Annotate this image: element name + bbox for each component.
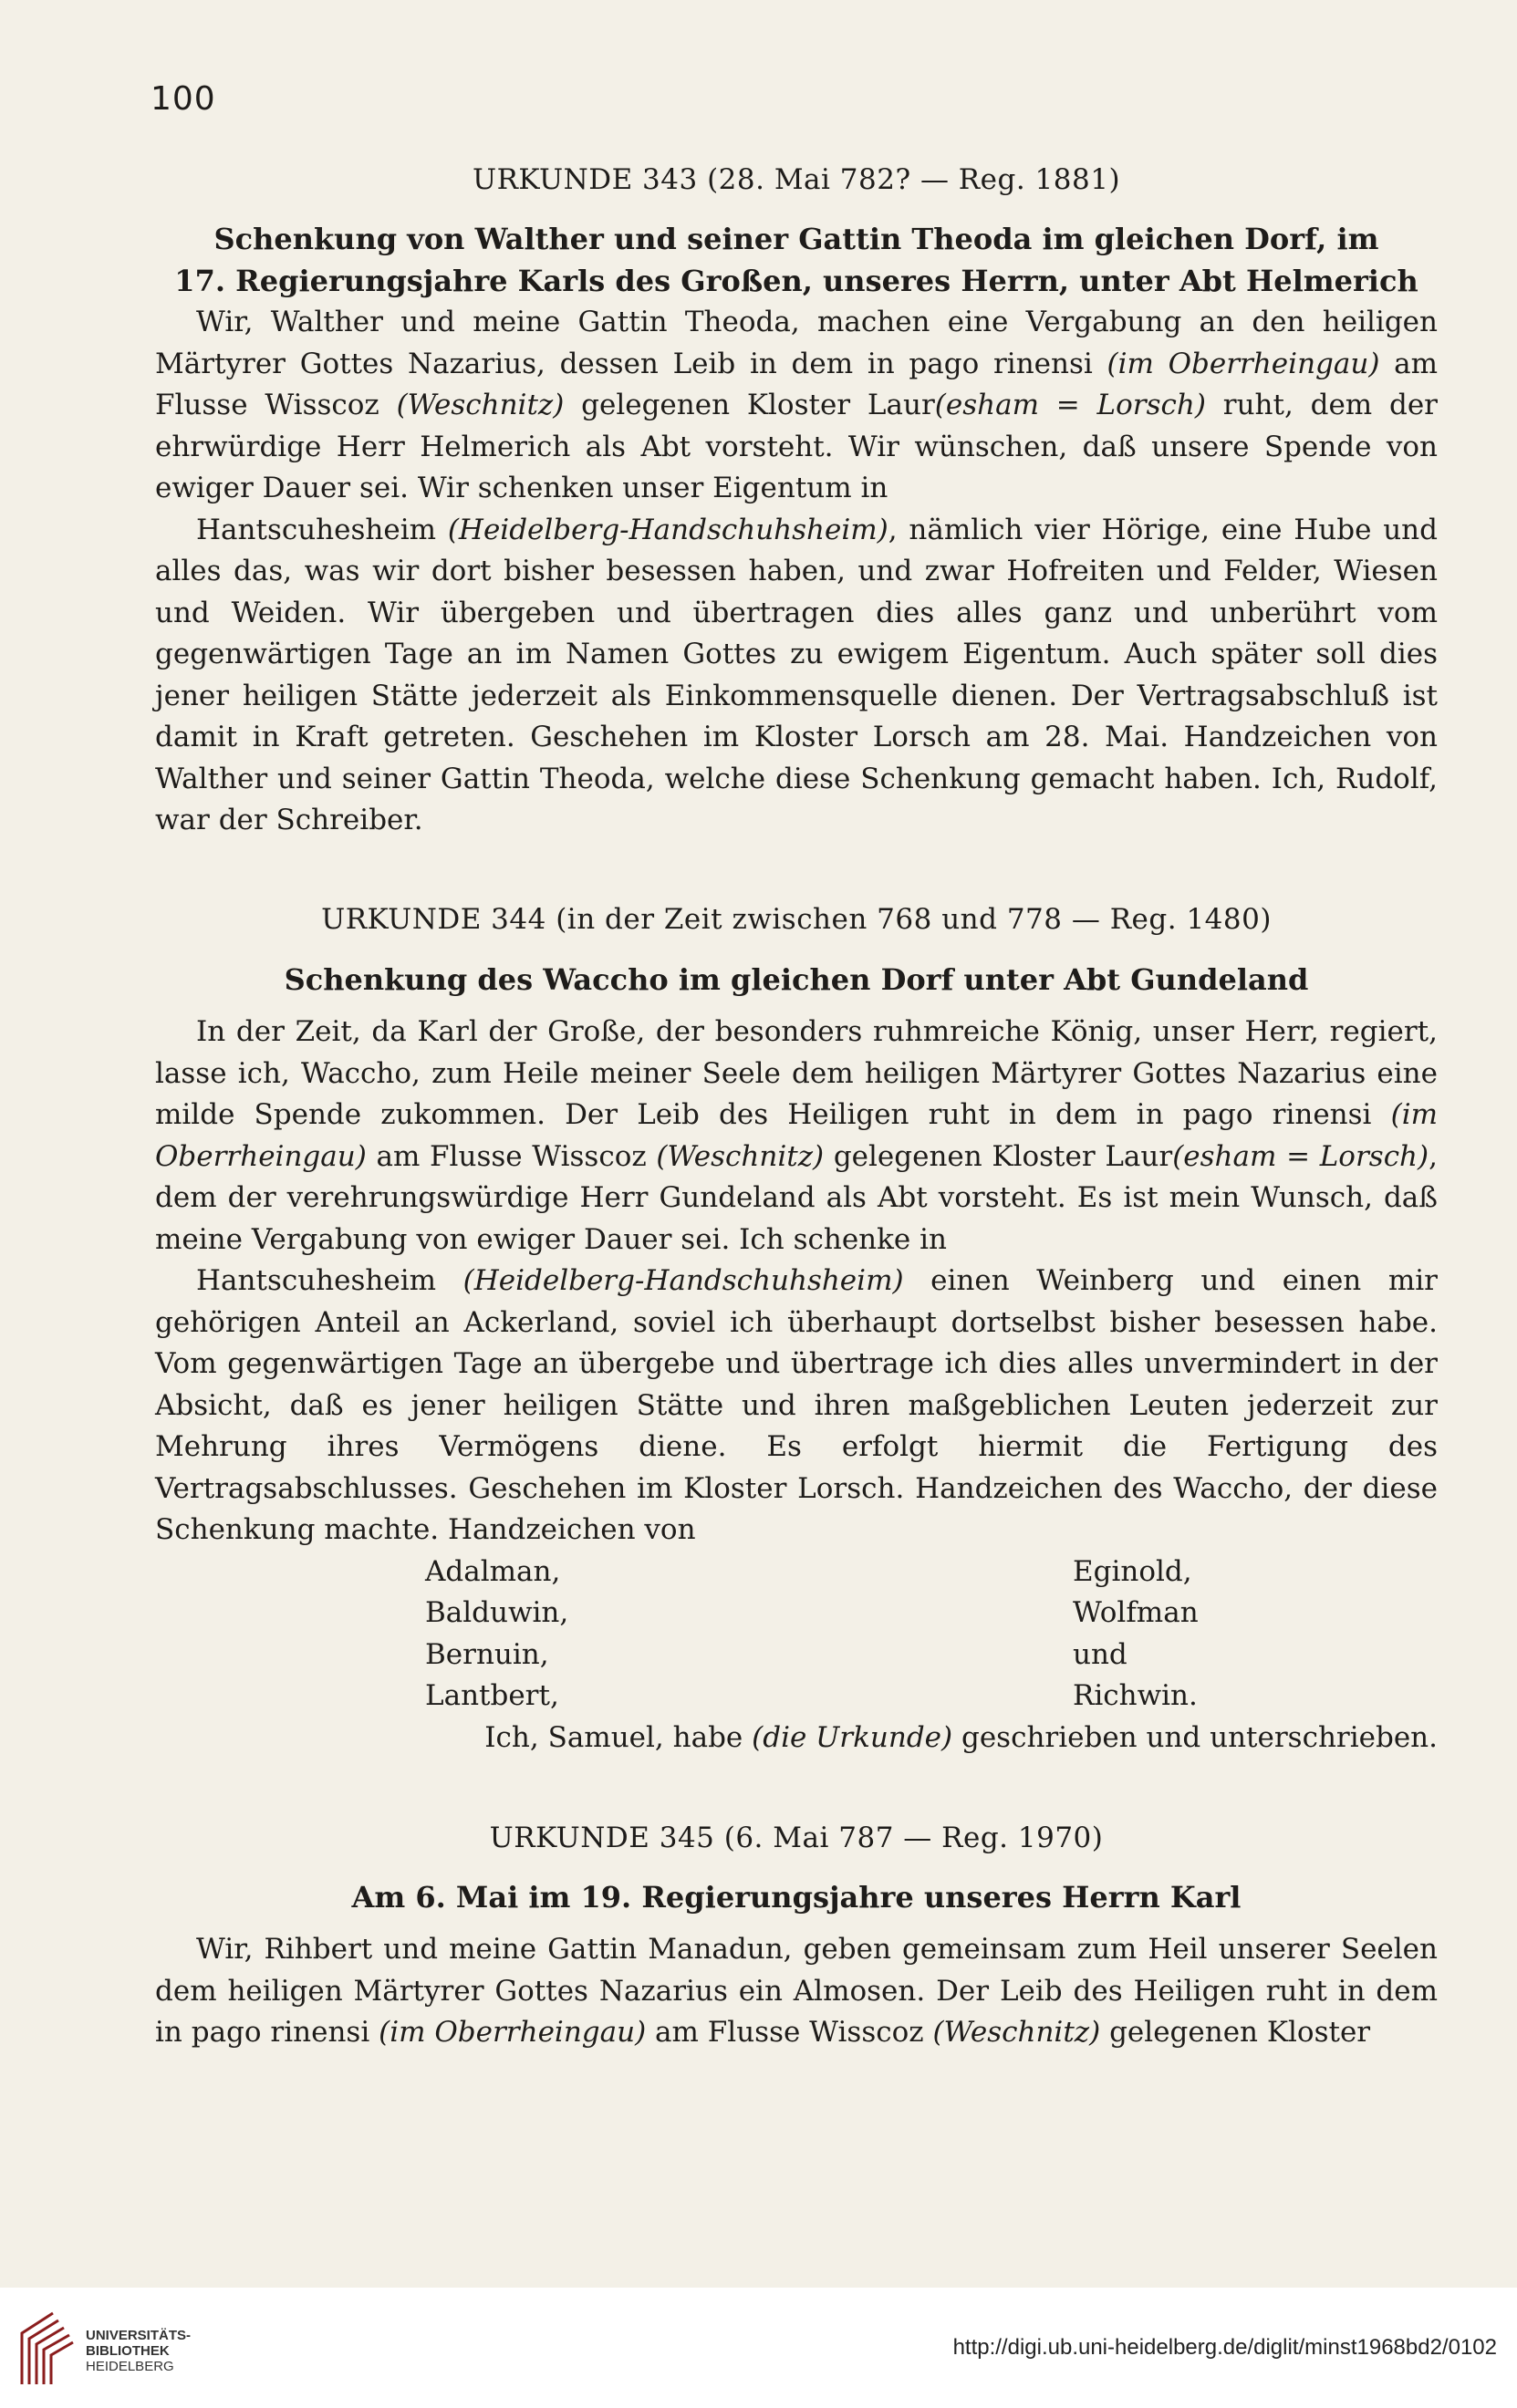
document-343 [155,159,1438,842]
library-logo-icon [16,2308,77,2388]
witness-name: Richwin. [1073,1679,1198,1712]
witness-column-left [425,1552,568,1718]
library-footer [0,2288,1517,2408]
doc-344-scribe-signature: Ich, Samuel, habe (die Urkunde) geschrieben und unterschrieben. [484,1720,1438,1754]
library-name-line: HEIDELBERG [86,2359,174,2374]
doc-344-title: Schenkung des Waccho im gleichen Dorf unter Abt Gundeland [284,962,1309,997]
doc-343-heading: URKUNDE 343 (28. Mai 782? — Reg. 1881) [472,163,1121,196]
source-url-link[interactable]: http://digi.ub.uni-heidelberg.de/diglit/minst1968bd2/0102 [952,2335,1497,2360]
doc-343-title-line-1: Schenkung von Walther und seiner Gattin Theoda im gleichen Dorf, im [213,222,1379,256]
doc-343-paragraph-1: Wir, Walther und meine Gattin Theoda, machen eine Vergabung an den heiligen Märtyrer Gottes Nazarius, dessen Leib in dem in pago rinensi (im Oberrheingau) am Flusse Wisscoz (Weschnitz) gelegenen Kloster Laur(esham = Lorsch) ruht, dem der ehrwürdige Herr Helmerich als Abt vorsteht. Wir wünschen, daß unsere Spende von ewiger Dauer sei. Wir schenken unser Eigentum in [155,306,1439,504]
witness-name: und [1073,1637,1127,1671]
witness-name: Wolfman [1073,1596,1199,1629]
page-number: 100 [151,80,216,118]
witness-name: Bernuin, [425,1637,549,1671]
doc-344-paragraph-1: In der Zeit, da Karl der Große, der besonders ruhmreiche König, unser Herr, regiert, lasse ich, Waccho, zum Heile meiner Seele dem heiligen Märtyrer Gottes Nazarius eine milde Spende zukommen. Der Leib des Heiligen ruht in dem in pago rinensi (im Oberrheingau) am Flusse Wisscoz (Weschnitz) gelegenen Kloster Laur(esham = Lorsch), dem der verehrungswürdige Herr Gundeland als Abt vorsteht. Es ist mein Wunsch, daß meine Vergabung von ewiger Dauer sei. Ich schenke in [155,1015,1438,1256]
doc-345-heading: URKUNDE 345 (6. Mai 787 — Reg. 1970) [489,1822,1104,1854]
doc-345-paragraph-1: Wir, Rihbert und meine Gattin Manadun, geben gemeinsam zum Heil unserer Seelen dem heiligen Märtyrer Gottes Nazarius ein Almosen. Der Leib des Heiligen ruht in dem in pago rinensi (im Oberrheingau) am Flusse Wisscoz (Weschnitz) gelegenen Kloster [155,1933,1438,2049]
doc-344-heading: URKUNDE 344 (in der Zeit zwischen 768 und 778 — Reg. 1480) [321,903,1272,936]
witness-name: Balduwin, [425,1596,569,1629]
witness-name: Eginold, [1073,1554,1192,1588]
library-name-line: BIBLIOTHEK [86,2343,170,2359]
doc-344-paragraph-2: Hantscuhesheim (Heidelberg-Handschuhsheim) einen Weinberg und einen mir gehörigen Anteil an Ackerland, soviel ich überhaupt dortselbst bisher besessen habe. Vom gegenwärtigen Tage an übergebe und übertrage ich dies alles unvermindert in der Absicht, daß es jener heiligen Stätte und ihren maßgeblichen Leuten jederzeit zur Mehrung ihres Vermögens diene. Es erfolgt hiermit die Fertigung des Vertragsabschlusses. Geschehen im Kloster Lorsch. Handzeichen des Waccho, der diese Schenkung machte. Handzeichen von [155,1264,1438,1546]
witness-name: Adalman, [425,1554,561,1588]
doc-343-title-line-2: 17. Regierungsjahre Karls des Großen, unseres Herrn, unter Abt Helmerich [174,264,1418,298]
document-344 [155,898,1438,1759]
doc-345-title: Am 6. Mai im 19. Regierungsjahre unseres Herrn Karl [351,1880,1242,1915]
library-name-line: UNIVERSITÄTS- [86,2328,192,2343]
witness-list [155,1552,1438,1718]
witness-column-right [1073,1552,1199,1718]
document-345 [155,1817,1438,2054]
doc-343-paragraph-2: Hantscuhesheim (Heidelberg-Handschuhsheim), nämlich vier Hörige, eine Hube und alles das, was wir dort bisher besessen haben, und zwar Hofreiten und Felder, Wiesen und Weiden. Wir übergeben und übertragen dies alles ganz und unberührt vom gegenwärtigen Tage an im Namen Gottes zu ewigem Eigentum. Auch später soll dies jener heiligen Stätte jederzeit als Einkommensquelle dienen. Der Vertragsabschluß ist damit in Kraft getreten. Geschehen im Kloster Lorsch am 28. Mai. Handzeichen von Walther und seiner Gattin Theoda, welche diese Schenkung gemacht haben. Ich, Rudolf, war der Schreiber. [155,513,1438,836]
witness-name: Lantbert, [425,1679,559,1712]
library-name [86,2328,191,2374]
